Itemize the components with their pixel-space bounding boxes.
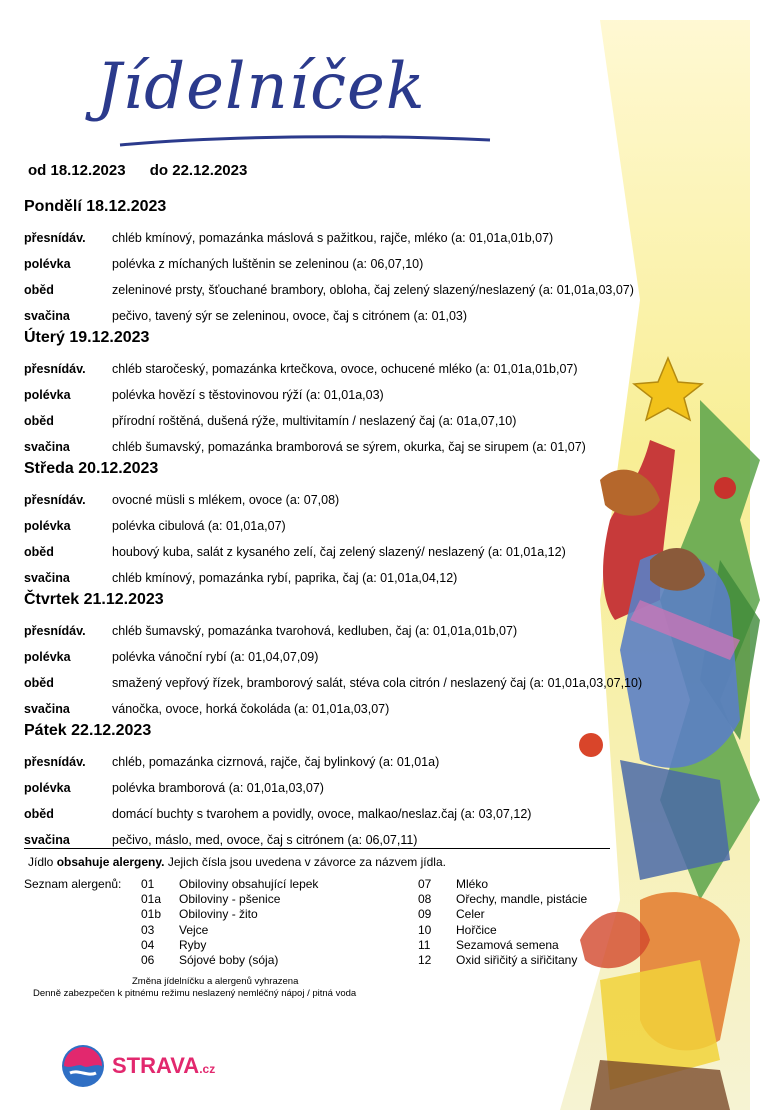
meal-text: polévka cibulová (a: 01,01a,07) [112, 519, 286, 533]
meal-label: oběd [24, 807, 54, 821]
meal-row [24, 750, 724, 774]
allergen-item [418, 892, 587, 907]
date-to: do 22.12.2023 [149, 162, 248, 179]
date-from: od 18.12.2023 [28, 162, 126, 179]
meal-label: oběd [24, 545, 54, 559]
meal-text: chléb kmínový, pomazánka máslová s pažitkou, rajče, mléko (a: 01,01a,01b,07) [112, 231, 554, 245]
meal-label: svačina [24, 440, 70, 454]
allergen-item [418, 923, 587, 938]
allergen-code: 06 [141, 952, 155, 967]
meal-row [24, 409, 724, 433]
meal-row [24, 645, 724, 669]
date-range [28, 162, 267, 179]
meal-row [24, 802, 724, 826]
meal-row [24, 619, 724, 643]
meal-label: polévka [24, 257, 71, 271]
allergen-code: 03 [141, 922, 155, 937]
meal-label: přesnídáv. [24, 231, 86, 245]
meal-row [24, 776, 724, 800]
allergen-code: 12 [418, 952, 432, 967]
meal-row [24, 488, 724, 512]
allergen-code: 10 [418, 922, 432, 937]
allergen-note-bold: obsahuje alergeny. [56, 855, 165, 869]
meal-text: přírodní roštěná, dušená rýže, multivitamín / neslazený čaj (a: 01a,07,10) [112, 414, 517, 428]
meal-label: polévka [24, 781, 71, 795]
meal-text: pečivo, máslo, med, ovoce, čaj s citrónem (a: 06,07,11) [112, 833, 418, 847]
allergen-name: Hořčice [456, 922, 497, 937]
meal-text: polévka bramborová (a: 01,01a,03,07) [112, 781, 324, 795]
meal-row [24, 304, 724, 328]
meal-row [24, 435, 724, 459]
meal-row [24, 514, 724, 538]
allergen-item [418, 907, 587, 922]
meal-text: polévka hovězí s těstovinovou rýží (a: 01,01a,03) [112, 388, 384, 402]
meal-row [24, 383, 724, 407]
allergen-code: 01 [141, 877, 155, 891]
allergen-list-left [141, 877, 318, 968]
allergen-item [418, 877, 587, 892]
allergen-name: Obiloviny obsahující lepek [179, 877, 319, 891]
allergen-name: Sójové boby (sója) [179, 952, 279, 967]
allergen-item [141, 892, 318, 907]
strava-logo [60, 1043, 215, 1089]
meal-label: svačina [24, 833, 70, 847]
allergen-item [141, 877, 318, 892]
day-thursday [24, 591, 724, 721]
meal-text: chléb šumavský, pomazánka bramborová se sýrem, okurka, čaj se sirupem (a: 01,07) [112, 440, 586, 454]
strava-domain: .cz [199, 1062, 216, 1076]
meal-label: přesnídáv. [24, 362, 86, 376]
meal-row [24, 671, 724, 695]
allergen-name: Ryby [179, 937, 207, 952]
allergen-name: Vejce [179, 922, 209, 937]
allergen-code: 09 [418, 907, 432, 922]
meal-row [24, 226, 724, 250]
allergen-item [418, 938, 587, 953]
day-wednesday [24, 460, 724, 590]
meal-label: přesnídáv. [24, 755, 86, 769]
allergen-note [28, 855, 446, 869]
meal-label: oběd [24, 676, 54, 690]
page-title: Jídelníček [96, 50, 426, 124]
footer-note-change: Změna jídelníčku a alergenů vyhrazena [132, 976, 299, 987]
day-title: Čtvrtek 21.12.2023 [24, 591, 164, 608]
allergen-item [141, 953, 318, 968]
meal-label: přesnídáv. [24, 493, 86, 507]
allergen-name: Oxid siřičitý a siřičitany [456, 952, 578, 967]
allergen-note-prefix: Jídlo [28, 855, 57, 869]
meal-text: chléb šumavský, pomazánka tvarohová, kedluben, čaj (a: 01,01a,01b,07) [112, 624, 518, 638]
allergen-list-label: Seznam alergenů: [24, 877, 122, 891]
day-title: Středa 20.12.2023 [24, 460, 159, 477]
allergen-code: 08 [418, 892, 432, 907]
meal-label: přesnídáv. [24, 624, 86, 638]
allergen-code: 04 [141, 937, 155, 952]
allergen-code: 01a [141, 892, 162, 907]
meal-row [24, 252, 724, 276]
day-title: Úterý 19.12.2023 [24, 329, 150, 346]
allergen-item [418, 953, 587, 968]
allergen-name: Celer [456, 907, 485, 922]
meal-label: polévka [24, 650, 71, 664]
meal-text: smažený vepřový řízek, bramborový salát, stéva cola citrón / neslazený čaj (a: 01,01a,03,07,10) [112, 676, 643, 690]
meal-text: houbový kuba, salát z kysaného zelí, čaj zelený slazený/ neslazený (a: 01,01a,12) [112, 545, 566, 559]
strava-logo-text [112, 1053, 215, 1079]
meal-label: svačina [24, 702, 70, 716]
meal-row [24, 278, 724, 302]
allergen-name: Obiloviny - žito [179, 907, 258, 922]
meal-text: ovocné müsli s mlékem, ovoce (a: 07,08) [112, 493, 340, 507]
meal-text: domácí buchty s tvarohem a povidly, ovoce, malkao/neslaz.čaj (a: 03,07,12) [112, 807, 532, 821]
divider [24, 848, 610, 849]
strava-logo-icon [60, 1043, 106, 1089]
footer-note-drinks: Denně zabezpečen k pitnému režimu neslazený nemléčný nápoj / pitná voda [33, 988, 357, 999]
meal-text: polévka z míchaných luštěnin se zeleninou (a: 06,07,10) [112, 257, 424, 271]
meal-label: polévka [24, 519, 71, 533]
allergen-name: Sezamová semena [456, 937, 559, 952]
meal-row [24, 540, 724, 564]
day-tuesday [24, 329, 724, 459]
meal-row [24, 357, 724, 381]
meal-row [24, 697, 724, 721]
meal-row [24, 566, 724, 590]
allergen-item [141, 923, 318, 938]
meal-text: zeleninové prsty, šťouchané brambory, obloha, čaj zelený slazený/neslazený (a: 01,01a,03,07) [112, 283, 634, 297]
allergen-name: Obiloviny - pšenice [179, 892, 281, 907]
meal-label: svačina [24, 571, 70, 585]
allergen-list-right [418, 877, 587, 968]
meal-text: vánočka, ovoce, horká čokoláda (a: 01,01a,03,07) [112, 702, 390, 716]
allergen-code: 01b [141, 907, 162, 922]
allergen-name: Mléko [456, 877, 489, 891]
allergen-name: Ořechy, mandle, pistácie [456, 892, 588, 907]
day-friday [24, 722, 724, 852]
allergen-item [141, 907, 318, 922]
allergen-code: 07 [418, 877, 432, 891]
allergen-item [141, 938, 318, 953]
meal-text: chléb staročeský, pomazánka krtečkova, ovoce, ochucené mléko (a: 01,01a,01b,07) [112, 362, 578, 376]
meal-text: polévka vánoční rybí (a: 01,04,07,09) [112, 650, 319, 664]
allergen-note-rest: Jejich čísla jsou uvedena v závorce za názvem jídla. [164, 855, 446, 869]
meal-label: oběd [24, 414, 54, 428]
day-title: Pátek 22.12.2023 [24, 722, 152, 739]
day-monday [24, 198, 724, 328]
meal-text: chléb, pomazánka cizrnová, rajče, čaj bylinkový (a: 01,01a) [112, 755, 440, 769]
meal-text: chléb kmínový, pomazánka rybí, paprika, čaj (a: 01,01a,04,12) [112, 571, 458, 585]
meal-text: pečivo, tavený sýr se zeleninou, ovoce, čaj s citrónem (a: 01,03) [112, 309, 468, 323]
strava-brand: STRAVA [112, 1053, 200, 1078]
allergen-code: 11 [418, 937, 431, 952]
day-title: Pondělí 18.12.2023 [24, 198, 167, 215]
meal-label: polévka [24, 388, 71, 402]
meal-label: svačina [24, 309, 70, 323]
meal-label: oběd [24, 283, 54, 297]
